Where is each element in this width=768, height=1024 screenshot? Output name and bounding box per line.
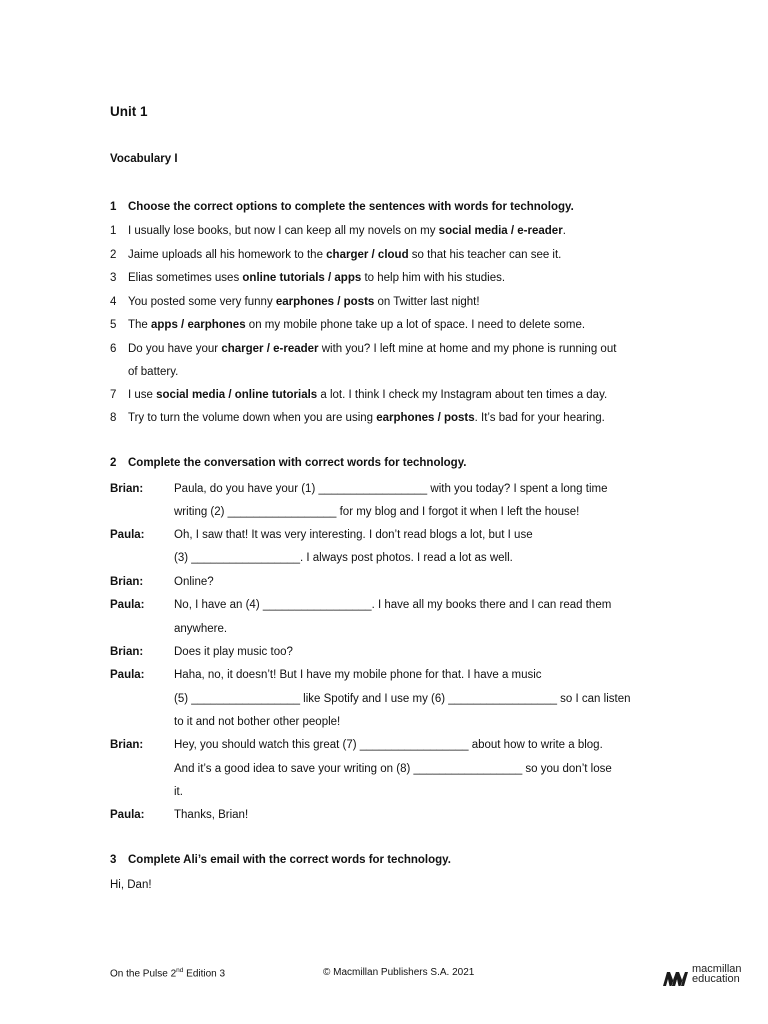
dialogue-continuation: writing (2) _________________ for my blog and I forgot it when I left the house! bbox=[174, 506, 580, 518]
item-number: 5 bbox=[110, 319, 117, 331]
dialogue-continuation: (3) _________________. I always post photos. I read a lot as well. bbox=[174, 552, 513, 564]
logo-line: education bbox=[692, 973, 740, 985]
exercise-1-item bbox=[110, 317, 585, 333]
item-options: social media / e-reader bbox=[438, 225, 563, 237]
exercise-number: 1 bbox=[110, 201, 117, 213]
dialogue-text: Does it play music too? bbox=[174, 646, 293, 658]
footer-book-title bbox=[110, 967, 225, 979]
item-number: 2 bbox=[110, 249, 117, 261]
item-options: online tutorials / apps bbox=[242, 272, 362, 284]
item-options: social media / online tutorials bbox=[156, 389, 318, 401]
exercise-instruction: Complete Ali’s email with the correct words for technology. bbox=[128, 854, 451, 866]
item-text: I use bbox=[128, 389, 157, 401]
item-options: charger / cloud bbox=[326, 249, 409, 261]
book-title-text: Edition 3 bbox=[183, 968, 226, 980]
item-text: on my mobile phone take up a lot of space. I need to delete some. bbox=[245, 319, 586, 331]
dialogue-text: Hey, you should watch this great (7) _________________ about how to write a blog. bbox=[174, 739, 603, 751]
section-title: Vocabulary I bbox=[110, 153, 178, 165]
item-text: Do you have your bbox=[128, 343, 222, 355]
item-number: 1 bbox=[110, 225, 117, 237]
dialogue-line bbox=[110, 737, 603, 753]
item-text: with you? I left mine at home and my phone is running out bbox=[318, 343, 617, 355]
item-text: to help him with his studies. bbox=[361, 272, 506, 284]
footer-copyright: © Macmillan Publishers S.A. 2021 bbox=[323, 967, 475, 978]
dialogue-line bbox=[110, 481, 607, 497]
item-text: The bbox=[128, 319, 152, 331]
item-continuation: of battery. bbox=[128, 366, 179, 378]
dialogue-line bbox=[110, 574, 214, 590]
dialogue-text: Haha, no, it doesn’t! But I have my mobile phone for that. I have a music bbox=[174, 669, 542, 681]
dialogue-line bbox=[110, 644, 293, 660]
item-text: so that his teacher can see it. bbox=[408, 249, 562, 261]
dialogue-continuation: it. bbox=[174, 786, 183, 798]
item-text: I usually lose books, but now I can keep all my novels on my bbox=[128, 225, 439, 237]
exercise-1-item bbox=[110, 270, 505, 286]
exercise-number: 3 bbox=[110, 854, 117, 866]
item-text: a lot. I think I check my Instagram about ten times a day. bbox=[317, 389, 608, 401]
speaker-name: Brian: bbox=[110, 739, 144, 751]
dialogue-text: Paula, do you have your (1) _________________ with you today? I spent a long time bbox=[174, 483, 608, 495]
book-title-sup: nd bbox=[176, 967, 184, 974]
speaker-name: Paula: bbox=[110, 809, 145, 821]
macmillan-m-icon bbox=[662, 966, 690, 988]
item-text: Jaime uploads all his homework to the bbox=[128, 249, 327, 261]
speaker-name: Paula: bbox=[110, 669, 145, 681]
item-options: earphones / posts bbox=[275, 296, 375, 308]
exercise-2-heading bbox=[110, 457, 466, 469]
item-number: 7 bbox=[110, 389, 117, 401]
dialogue-line bbox=[110, 597, 611, 613]
item-text: . bbox=[562, 225, 566, 237]
dialogue-text: Oh, I saw that! It was very interesting. I don’t read blogs a lot, but I use bbox=[174, 529, 533, 541]
dialogue-line bbox=[110, 667, 542, 683]
exercise-instruction: Choose the correct options to complete the sentences with words for technology. bbox=[128, 201, 574, 213]
dialogue-line bbox=[110, 527, 533, 543]
email-greeting: Hi, Dan! bbox=[110, 879, 152, 891]
publisher-logo bbox=[662, 964, 762, 990]
exercise-1-heading bbox=[110, 201, 574, 213]
speaker-name: Brian: bbox=[110, 576, 144, 588]
item-text: . It’s bad for your hearing. bbox=[474, 412, 605, 424]
logo-text bbox=[692, 964, 742, 984]
speaker-name: Paula: bbox=[110, 599, 145, 611]
item-text: Elias sometimes uses bbox=[128, 272, 243, 284]
unit-title: Unit 1 bbox=[110, 104, 148, 119]
dialogue-text: No, I have an (4) _________________. I have all my books there and I can read them bbox=[174, 599, 612, 611]
dialogue-continuation: to it and not bother other people! bbox=[174, 716, 341, 728]
item-options: apps / earphones bbox=[151, 319, 246, 331]
item-options: charger / e-reader bbox=[221, 343, 319, 355]
exercise-1-item bbox=[110, 410, 605, 426]
item-number: 8 bbox=[110, 412, 117, 424]
exercise-1-item bbox=[110, 387, 607, 403]
exercise-instruction: Complete the conversation with correct words for technology. bbox=[128, 457, 467, 469]
exercise-1-item bbox=[110, 294, 480, 310]
item-text: Try to turn the volume down when you are using bbox=[128, 412, 377, 424]
dialogue-continuation: anywhere. bbox=[174, 623, 228, 635]
book-title-text: On the Pulse 2 bbox=[110, 968, 177, 980]
item-text: You posted some very funny bbox=[128, 296, 276, 308]
item-text: on Twitter last night! bbox=[374, 296, 480, 308]
exercise-number: 2 bbox=[110, 457, 117, 469]
dialogue-text: Online? bbox=[174, 576, 214, 588]
item-number: 6 bbox=[110, 343, 117, 355]
speaker-name: Paula: bbox=[110, 529, 145, 541]
speaker-name: Brian: bbox=[110, 483, 144, 495]
item-options: earphones / posts bbox=[376, 412, 475, 424]
exercise-1-item bbox=[110, 223, 566, 239]
speaker-name: Brian: bbox=[110, 646, 144, 658]
dialogue-continuation: And it’s a good idea to save your writing on (8) _________________ so you don’t lose bbox=[174, 763, 612, 775]
exercise-1-item bbox=[110, 247, 561, 263]
exercise-1-item bbox=[110, 341, 616, 357]
item-number: 3 bbox=[110, 272, 117, 284]
dialogue-text: Thanks, Brian! bbox=[174, 809, 249, 821]
item-number: 4 bbox=[110, 296, 117, 308]
exercise-3-heading bbox=[110, 854, 451, 866]
dialogue-continuation: (5) _________________ like Spotify and I use my (6) _________________ so I can listen bbox=[174, 693, 631, 705]
logo-line: macmillan bbox=[692, 963, 742, 975]
dialogue-line bbox=[110, 807, 248, 823]
